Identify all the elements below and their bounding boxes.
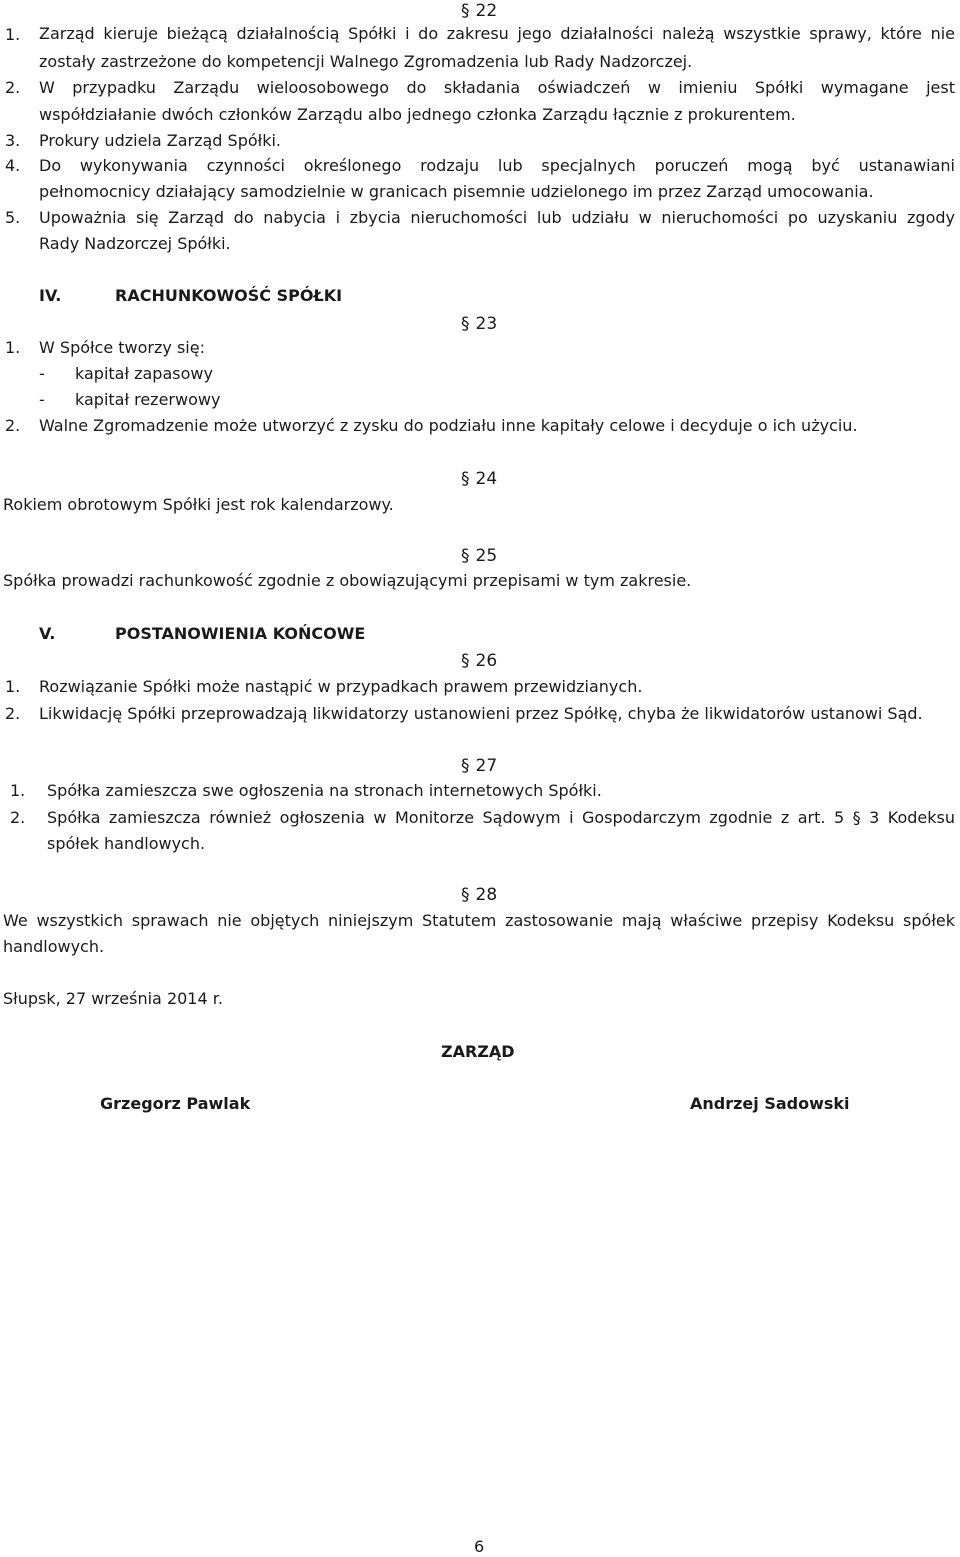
s25-text: Spółka prowadzi rachunkowość zgodnie z obowiązującymi przepisami w tym zakresie.	[3, 571, 692, 590]
s23-item-2-number: 2.	[5, 416, 21, 435]
s23-item-2-text: Walne Zgromadzenie może utworzyć z zysku do podziału inne kapitały celowe i decyduje o ich użyciu.	[39, 416, 858, 435]
s27-item-2-number: 2.	[10, 808, 26, 827]
section-22-heading	[461, 0, 497, 22]
section-number: 28	[475, 885, 498, 905]
s22-item-4-number: 4.	[5, 156, 21, 175]
s24-text: Rokiem obrotowym Spółki jest rok kalendarzowy.	[3, 495, 394, 514]
paragraph-symbol: §	[461, 546, 470, 566]
section-24-heading	[461, 468, 497, 490]
s23-bullet-1-mark: -	[39, 364, 45, 383]
paragraph-symbol: §	[461, 1, 470, 21]
chapter-4-title: RACHUNKOWOŚĆ SPÓŁKI	[115, 286, 343, 305]
s23-item-1-number: 1.	[5, 338, 21, 357]
s22-item-5-line-2: Rady Nadzorczej Spółki.	[39, 234, 231, 253]
section-number: 23	[475, 314, 498, 334]
s23-bullet-2-mark: -	[39, 390, 45, 409]
s26-item-2-text: Likwidację Spółki przeprowadzają likwidatorzy ustanowieni przez Spółkę, chyba że likwidatorów ustanowi Sąd.	[39, 704, 923, 723]
s22-item-5-line-1: Upoważnia się Zarząd do nabycia i zbycia nieruchomości lub udziału w nieruchomości po uzyskaniu zgody	[39, 208, 955, 227]
s22-item-2-number: 2.	[5, 78, 21, 97]
s23-item-1-text: W Spółce tworzy się:	[39, 338, 205, 357]
section-number: 22	[475, 1, 498, 21]
s27-item-2-line-2: spółek handlowych.	[47, 834, 206, 853]
s23-bullet-1-text: kapitał zapasowy	[75, 364, 213, 383]
s22-item-4-line-1: Do wykonywania czynności określonego rodzaju lub specjalnych poruczeń mogą być ustanawiani	[39, 156, 955, 175]
s22-item-3-number: 3.	[5, 131, 21, 150]
section-number: 24	[475, 469, 498, 489]
s22-item-5-number: 5.	[5, 208, 21, 227]
chapter-5-title: POSTANOWIENIA KOŃCOWE	[115, 624, 366, 643]
paragraph-symbol: §	[461, 469, 470, 489]
s22-item-2-line-1: W przypadku Zarządu wieloosobowego do składania oświadczeń w imieniu Spółki wymagane jest	[39, 78, 955, 97]
section-27-heading	[461, 755, 497, 777]
s22-item-1-number: 1.	[5, 25, 21, 44]
paragraph-symbol: §	[461, 651, 470, 671]
section-number: 26	[475, 651, 498, 671]
paragraph-symbol: §	[461, 885, 470, 905]
s26-item-1-number: 1.	[5, 677, 21, 696]
s26-item-1-text: Rozwiązanie Spółki może nastąpić w przypadkach prawem przewidzianych.	[39, 677, 643, 696]
s22-item-2-line-2: współdziałanie dwóch członków Zarządu albo jednego członka Zarządu łącznie z prokurentem.	[39, 105, 796, 124]
signer-1-name: Grzegorz Pawlak	[100, 1094, 251, 1113]
s22-item-3-text: Prokury udziela Zarząd Spółki.	[39, 131, 281, 150]
section-number: 25	[475, 546, 498, 566]
page-number: 6	[474, 1537, 485, 1556]
board-heading: ZARZĄD	[441, 1042, 515, 1061]
section-26-heading	[461, 650, 497, 672]
s22-item-4-line-2: pełnomocnicy działający samodzielnie w granicach pisemnie udzielonego im przez Zarząd umocowania.	[39, 182, 874, 201]
s27-item-1-text: Spółka zamieszcza swe ogłoszenia na stronach internetowych Spółki.	[47, 781, 602, 800]
section-23-heading	[461, 313, 497, 335]
place-and-date: Słupsk, 27 września 2014 r.	[3, 989, 223, 1008]
signer-2-name: Andrzej Sadowski	[690, 1094, 850, 1113]
s26-item-2-number: 2.	[5, 704, 21, 723]
s22-item-1-line-1: Zarząd kieruje bieżącą działalnością Spółki i do zakresu jego działalności należą wszystkie sprawy, które nie	[39, 24, 955, 43]
s23-bullet-2-text: kapitał rezerwowy	[75, 390, 221, 409]
paragraph-symbol: §	[461, 756, 470, 776]
s27-item-2-line-1: Spółka zamieszcza również ogłoszenia w Monitorze Sądowym i Gospodarczym zgodnie z art. 5 § 3 Kodeksu	[47, 808, 955, 827]
section-28-heading	[461, 884, 497, 906]
paragraph-symbol: §	[461, 314, 470, 334]
s22-item-1-line-2: zostały zastrzeżone do kompetencji Walnego Zgromadzenia lub Rady Nadzorczej.	[39, 52, 693, 71]
s28-line-1: We wszystkich sprawach nie objętych niniejszym Statutem zastosowanie mają właściwe przepisy Kodeksu spółek	[3, 911, 955, 930]
chapter-5-roman: V.	[39, 624, 56, 643]
section-25-heading	[461, 545, 497, 567]
chapter-4-roman: IV.	[39, 286, 62, 305]
section-number: 27	[475, 756, 498, 776]
s27-item-1-number: 1.	[10, 781, 26, 800]
s28-line-2: handlowych.	[3, 937, 105, 956]
